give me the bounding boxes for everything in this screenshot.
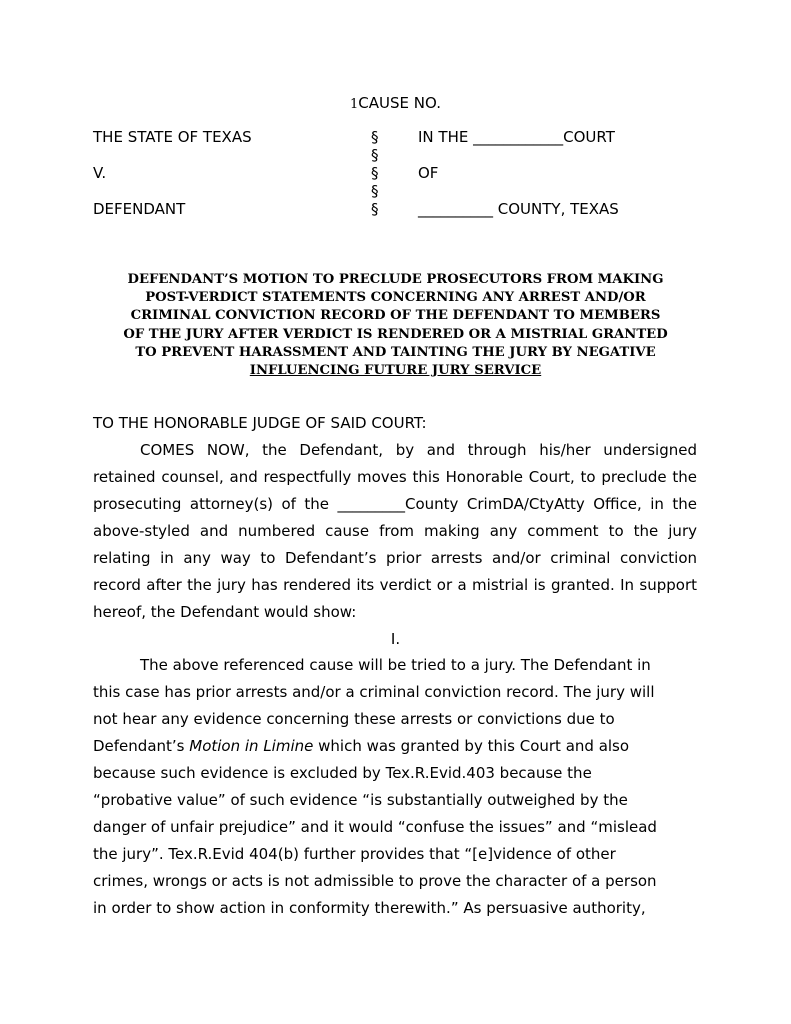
motion-in-limine-italic: Motion in Limine — [189, 737, 314, 755]
paragraph-line: danger of unfair prejudice” and it would “confuse the issues” and “mislead — [93, 818, 657, 836]
section-symbol: § — [371, 200, 379, 218]
section-symbol: § — [371, 128, 379, 146]
paragraph-intro: COMES NOW, the Defendant, by and through his/her undersigned retained counsel, and respectfully moves this Honorable Court, to preclude the prosecuting attorney(s) of the _________County CrimDA/CtyAtty Office, in the above-styled and numbered cause from making any comment to the jury relating in any way to Defendant’s prior arrests and/or criminal conviction record after the jury has rendered its verdict or a mistrial is granted. In support hereof, the Defendant would show: — [93, 441, 697, 621]
title-line: POST-VERDICT STATEMENTS CONCERNING ANY ARREST AND/OR — [145, 290, 646, 306]
section-symbol: § — [371, 164, 379, 182]
salutation: TO THE HONORABLE JUDGE OF SAID COURT: — [93, 414, 427, 432]
paragraph-background — [93, 652, 697, 922]
caption-court: IN THE ____________COURT — [418, 128, 615, 146]
paragraph-line: because such evidence is excluded by Tex.R.Evid.403 because the — [93, 764, 592, 782]
paragraph-line: The above referenced cause will be tried to a jury. The Defendant in — [140, 656, 651, 674]
caption-county: __________ COUNTY, TEXAS — [418, 200, 619, 218]
section-symbol: § — [371, 182, 379, 200]
footnote-marker: 1 — [350, 97, 359, 112]
paragraph-line — [93, 733, 697, 760]
caption-party-defendant: DEFENDANT — [93, 200, 186, 218]
caption-versus: V. — [93, 164, 107, 182]
paragraph-line: “probative value” of such evidence “is substantially outweighed by the — [93, 791, 628, 809]
title-line: DEFENDANT’S MOTION TO PRECLUDE PROSECUTORS FROM MAKING — [127, 272, 664, 287]
cause-number-label: CAUSE NO. — [358, 94, 441, 112]
caption-of: OF — [418, 164, 439, 182]
text-run: Defendant’s — [93, 737, 190, 755]
title-line: OF THE JURY AFTER VERDICT IS RENDERED OR A MISTRIAL GRANTED — [123, 326, 668, 342]
title-line-underlined: INFLUENCING FUTURE JURY SERVICE — [249, 363, 542, 379]
paragraph-line: crimes, wrongs or acts is not admissible to prove the character of a person — [93, 872, 657, 890]
motion-title — [100, 271, 691, 380]
paragraph-line: not hear any evidence concerning these arrests or convictions due to — [93, 710, 615, 728]
paragraph-line: in order to show action in conformity therewith.” As persuasive authority, — [93, 899, 646, 917]
section-symbol: § — [371, 146, 379, 164]
cause-number-line — [0, 93, 791, 115]
caption-party-state: THE STATE OF TEXAS — [93, 128, 252, 146]
text-run: which was granted by this Court and also — [313, 737, 630, 755]
paragraph-line: the jury”. Tex.R.Evid 404(b) further provides that “[e]vidence of other — [93, 845, 616, 863]
section-heading: I. — [390, 630, 401, 648]
title-line: CRIMINAL CONVICTION RECORD OF THE DEFENDANT TO MEMBERS — [130, 308, 661, 324]
title-line: TO PREVENT HARASSMENT AND TAINTING THE JURY BY NEGATIVE — [135, 344, 656, 360]
paragraph-line: this case has prior arrests and/or a criminal conviction record. The jury will — [93, 683, 655, 701]
